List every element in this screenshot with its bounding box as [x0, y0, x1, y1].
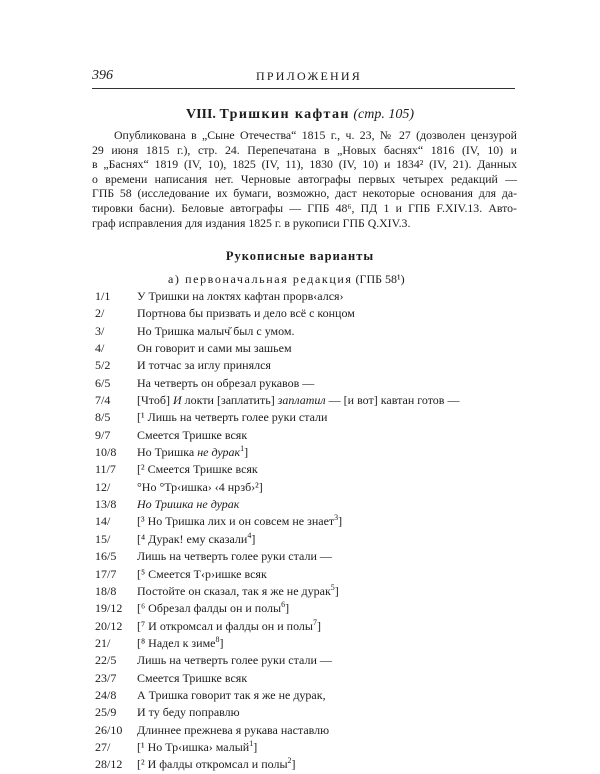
- variant-note-marker: 8: [215, 634, 220, 644]
- variant-segment: Постойте он сказал, так я же не дурак: [137, 583, 331, 598]
- variant-line-text: [137, 340, 292, 357]
- variant-segment: [⁵ Смеется Т‹р›ишке всяк: [137, 566, 267, 581]
- variant-line-reference: 20/12: [95, 618, 123, 633]
- variant-segment: [⁴ Дурак! ему сказали: [137, 531, 248, 546]
- variant-line: [92, 739, 522, 756]
- variant-line: [92, 670, 522, 687]
- header-rule: [92, 88, 515, 89]
- variant-segment: Смеется Тришке всяк: [137, 670, 248, 685]
- page-number: 396: [92, 68, 113, 83]
- variant-line: [92, 375, 522, 392]
- variant-segment: [¹ Лишь на четверть голее руки стали: [137, 410, 328, 425]
- variant-line-reference: 27/: [95, 739, 111, 754]
- variant-line-text: [137, 427, 247, 444]
- paragraph-line: граф исправления для издания 1825 г. в рукописи ГПБ Q.XIV.3.: [92, 215, 411, 230]
- variant-line-reference: 25/9: [95, 705, 117, 720]
- variant-line-text: [137, 323, 295, 340]
- variant-line: [92, 704, 522, 721]
- variant-line: [92, 496, 522, 513]
- variant-italic-segment: заплатил: [277, 393, 326, 408]
- variant-line-text: [137, 357, 271, 374]
- variant-segment: И ту беду поправлю: [137, 705, 240, 720]
- variant-line-reference: 6/5: [95, 375, 111, 390]
- variant-line: [92, 288, 522, 305]
- paragraph-line: Опубликована в „Сыне Отечества“ 1815 г., ч. 23, № 27 (дозволен цензурой: [114, 128, 517, 142]
- variant-line-text: [137, 392, 459, 409]
- variant-line: [92, 479, 522, 496]
- variant-segment: ]: [251, 531, 256, 546]
- variant-line-reference: 12/: [95, 479, 111, 494]
- redaction-name: а) первоначальная редакция: [168, 272, 353, 286]
- variant-line: [92, 687, 522, 704]
- variant-line-text: [137, 461, 258, 478]
- variant-line: [92, 513, 522, 530]
- variant-note-marker: 1: [249, 738, 254, 748]
- variant-line-reference: 28/12: [95, 757, 123, 772]
- variant-line: [92, 652, 522, 669]
- variant-line-reference: 18/8: [95, 583, 117, 598]
- redaction-label: [168, 272, 405, 287]
- variant-line-reference: 1/1: [95, 289, 111, 303]
- variant-line-reference: 2/: [95, 306, 105, 321]
- variant-segment: У Тришки на локтях кафтан прорв‹ался›: [137, 289, 344, 303]
- variant-line-text: [137, 548, 332, 565]
- variant-line-text: [137, 566, 267, 583]
- variant-line-reference: 3/: [95, 323, 105, 338]
- variant-line: [92, 305, 522, 322]
- variant-segment: [¹ Но Тр‹ишка› малый: [137, 739, 250, 754]
- variant-line-reference: 10/8: [95, 445, 117, 460]
- variant-segment: Смеется Тришке всяк: [137, 427, 248, 442]
- paragraph-line: тировки басни). Беловые автографы — ГПБ 48⁶, ПД 1 и ГПБ F.XIV.13. Авто-: [92, 200, 517, 215]
- variant-note-marker: 1: [240, 444, 245, 454]
- variant-line-text: [137, 670, 247, 687]
- variant-segment: ]: [285, 601, 290, 616]
- variant-italic-segment: И: [172, 393, 182, 408]
- section-title: [0, 107, 600, 123]
- variant-line-text: [137, 618, 321, 635]
- variant-note-marker: 3: [334, 513, 339, 523]
- variant-segment: [² Смеется Тришке всяк: [137, 462, 258, 477]
- variant-segment: А Тришка говорит так я же не дурак,: [137, 687, 326, 702]
- variant-italic-segment: Но Тришка не дурак: [137, 497, 240, 512]
- variant-line-reference: 26/10: [95, 722, 123, 737]
- variant-segment: локти [заплатить]: [181, 393, 278, 408]
- variant-line: [92, 340, 522, 357]
- variant-line-reference: 14/: [95, 514, 111, 529]
- variant-segment: Портнова бы призвать и дело всё с концом: [137, 306, 355, 321]
- variant-line-text: [137, 288, 344, 305]
- variant-segment: Лишь на четверть голее руки стали —: [137, 549, 332, 564]
- variant-note-marker: 7: [312, 617, 317, 627]
- variant-line: [92, 531, 522, 548]
- variant-segment: ]: [253, 739, 258, 754]
- variant-line-text: [137, 635, 224, 652]
- variant-segment: [⁸ Надел к зиме: [137, 635, 216, 650]
- variant-line: [92, 635, 522, 652]
- paragraph-line: 29 июня 1815 г.), стр. 24. Перепечатана в „Новых баснях“ 1816 (IV, 10) и: [92, 142, 517, 157]
- variant-line: [92, 357, 522, 374]
- variant-segment: Длиннее прежнева я рукава наставлю: [137, 722, 330, 737]
- variant-line-reference: 24/8: [95, 687, 117, 702]
- variant-line: [92, 427, 522, 444]
- variant-note-marker: 6: [281, 600, 286, 610]
- redaction-source: (ГПБ 58¹): [355, 272, 405, 286]
- variant-segment: [Чтоб]: [137, 393, 173, 408]
- page-header: [92, 68, 512, 86]
- variant-line-text: [137, 305, 355, 322]
- variants-list: [92, 288, 522, 774]
- variant-line-text: [137, 739, 257, 756]
- variant-line: [92, 583, 522, 600]
- section-name: Тришкин кафтан: [219, 107, 350, 122]
- variant-segment: ]: [338, 514, 343, 529]
- paragraph-line: ГПБ 58 (исследование их бумаги, возможно, даст некоторые основания для да-: [92, 186, 517, 201]
- variant-line-text: [137, 531, 255, 548]
- variant-italic-segment: не дурак: [197, 445, 241, 460]
- paragraph-line: в „Баснях“ 1819 (IV, 10), 1825 (IV, 11), 1830 (IV, 10) и 1834² (IV, 21). Данных: [92, 157, 517, 172]
- section-page-reference: (стр. 105): [353, 107, 415, 122]
- commentary-paragraph: [92, 128, 517, 230]
- variant-line: [92, 409, 522, 426]
- variant-segment: ]: [334, 583, 339, 598]
- section-number: VIII.: [185, 107, 216, 122]
- variant-line-reference: 15/: [95, 531, 111, 546]
- variant-line-reference: 11/7: [95, 462, 116, 477]
- variant-line-reference: 8/5: [95, 410, 111, 425]
- variant-line-text: [137, 600, 289, 617]
- variant-segment: [⁶ Обрезал фалды он и полы: [137, 601, 282, 616]
- variant-line-reference: 22/5: [95, 653, 117, 668]
- variant-line-reference: 7/4: [95, 393, 111, 408]
- variant-segment: Лишь на четверть голее руки стали —: [137, 653, 332, 668]
- variant-segment: [³ Но Тришка лих и он совсем не знает: [137, 514, 335, 529]
- variant-line: [92, 444, 522, 461]
- variant-line-text: [137, 687, 326, 704]
- variant-segment: [⁷ И откромсал и фалды он и полы: [137, 618, 313, 633]
- variant-line: [92, 618, 522, 635]
- variant-segment: ]: [244, 445, 249, 460]
- variant-line-text: [137, 496, 239, 513]
- variant-line-text: [137, 583, 339, 600]
- variant-segment: ]: [291, 757, 296, 772]
- variant-line-reference: 21/: [95, 635, 111, 650]
- variant-line: [92, 566, 522, 583]
- variant-line-reference: 17/7: [95, 566, 117, 581]
- variant-segment: Но Тришка малыч̆ был с умом.: [137, 323, 295, 338]
- variant-line-reference: 16/5: [95, 549, 117, 564]
- variant-line-text: [137, 479, 263, 496]
- variant-line-reference: 23/7: [95, 670, 117, 685]
- variant-segment: [² И фалды откромсал и полы: [137, 757, 288, 772]
- variant-line: [92, 722, 522, 739]
- variant-line-text: [137, 513, 342, 530]
- variant-line-text: [137, 704, 240, 721]
- manuscript-variants-heading: Рукописные варианты: [225, 249, 375, 263]
- running-head: ПРИЛОЖЕНИЯ: [256, 69, 362, 83]
- variant-note-marker: 4: [247, 530, 252, 540]
- variant-line-text: [137, 409, 327, 426]
- variant-line-text: [137, 722, 329, 739]
- variant-line: [92, 461, 522, 478]
- variant-line-reference: 4/: [95, 341, 105, 356]
- variant-segment: ]: [219, 635, 224, 650]
- variant-line: [92, 548, 522, 565]
- variant-line: [92, 392, 522, 409]
- variant-note-marker: 5: [330, 582, 335, 592]
- variant-line: [92, 323, 522, 340]
- variant-line-reference: 13/8: [95, 497, 117, 512]
- variant-segment: — [и вот] кавтан готов —: [325, 393, 460, 408]
- variant-line-text: [137, 444, 248, 461]
- variant-segment: Но Тришка: [137, 445, 198, 460]
- variant-segment: На четверть он обрезал рукавов —: [137, 375, 315, 390]
- variant-note-marker: 2: [287, 756, 292, 766]
- variant-line-reference: 19/12: [95, 601, 123, 616]
- variant-line-reference: 9/7: [95, 427, 111, 442]
- variant-segment: ]: [316, 618, 321, 633]
- variant-segment: Он говорит и сами мы зашьем: [137, 341, 292, 356]
- variant-segment: И тотчас за иглу принялся: [137, 358, 271, 373]
- variant-segment: °Но °Тр‹ишка› ‹4 нрзб›²]: [137, 479, 263, 494]
- variant-line: [92, 600, 522, 617]
- paragraph-line: о времени написания нет. Черновые автографы первых четырех редакций —: [92, 171, 517, 186]
- variant-line-text: [137, 375, 314, 392]
- variant-line-text: [137, 652, 332, 669]
- variant-line-reference: 5/2: [95, 358, 111, 373]
